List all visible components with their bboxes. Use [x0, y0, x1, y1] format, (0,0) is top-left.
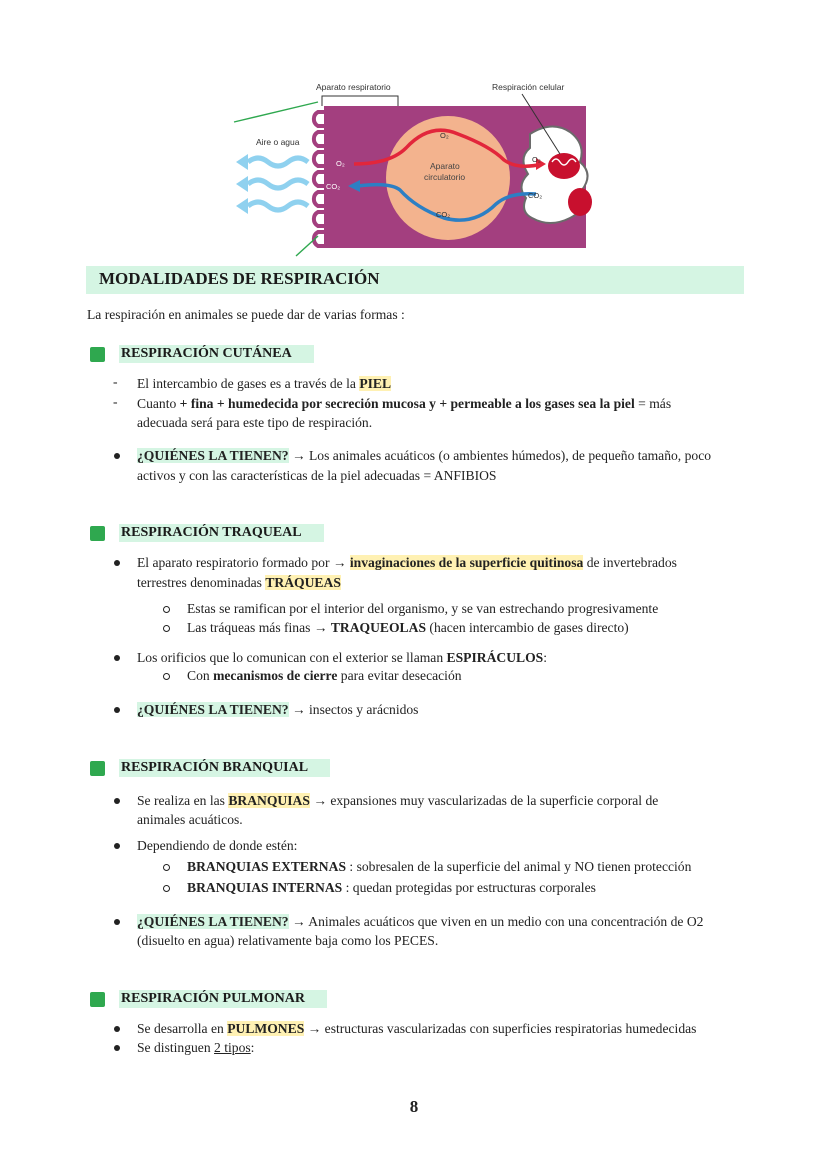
branquial-quienes: ¿QUIÉNES LA TIENEN? → Animales acuáticos que viven en un medio con una concentración de O2	[137, 914, 704, 929]
label-aire-agua: Aire o agua	[256, 137, 300, 147]
heading-traqueal	[90, 523, 324, 543]
dash-bullet: -	[113, 394, 118, 409]
circle-bullet	[163, 864, 170, 871]
bullet-dot	[114, 843, 120, 849]
green-square-icon	[90, 526, 105, 541]
bullet-dot	[114, 453, 120, 459]
label-aparato-respiratorio: Aparato respiratorio	[316, 82, 391, 92]
respiration-diagram	[230, 78, 596, 260]
circle-bullet	[163, 625, 170, 632]
label-respiracion-celular: Respiración celular	[492, 82, 565, 92]
bullet-dot	[114, 1045, 120, 1051]
bullet-dot	[114, 707, 120, 713]
circle-bullet	[163, 673, 170, 680]
traqueal-sub-1: Estas se ramifican por el interior del organismo, y se van estrechando progresivamente	[187, 601, 659, 616]
heading-branquial-label: RESPIRACIÓN BRANQUIAL	[119, 759, 330, 777]
heading-pulmonar	[90, 989, 327, 1009]
label-co2-bottom: CO₂	[436, 210, 451, 219]
cutanea-quienes-cont: activos y con las características de la piel adecuadas = ANFIBIOS	[137, 468, 497, 483]
traqueal-item-1-cont: terrestres denominadas TRÁQUEAS	[137, 575, 341, 590]
cutanea-item-2-cont: adecuada será para este tipo de respiración.	[137, 415, 373, 430]
label-co2-left: CO₂	[326, 182, 341, 191]
branquial-item-2: Dependiendo de donde estén:	[137, 838, 298, 853]
cutanea-item-2: Cuanto + fina + humedecida por secreción mucosa y + permeable a los gases sea la piel = más	[137, 396, 672, 411]
page-number: 8	[409, 1097, 419, 1116]
branquial-sub-1: BRANQUIAS EXTERNAS : sobresalen de la superficie del animal y NO tienen protección	[187, 859, 692, 874]
bullet-dot	[114, 560, 120, 566]
traqueal-item-2: Los orificios que lo comunican con el exterior se llaman ESPIRÁCULOS:	[137, 650, 548, 665]
heading-pulmonar-label: RESPIRACIÓN PULMONAR	[119, 990, 327, 1008]
bullet-dot	[114, 798, 120, 804]
intro-text: La respiración en animales se puede dar de varias formas :	[87, 307, 405, 322]
cutanea-item-1: El intercambio de gases es a través de la PIEL	[137, 376, 392, 391]
bullet-dot	[114, 655, 120, 661]
branquial-item-1-cont: animales acuáticos.	[137, 812, 243, 827]
heading-traqueal-label: RESPIRACIÓN TRAQUEAL	[119, 524, 324, 542]
section-title-bar	[86, 266, 744, 294]
mitochondrion-shape	[548, 153, 580, 179]
cutanea-quienes: ¿QUIÉNES LA TIENEN? → Los animales acuáticos (o ambientes húmedos), de pequeño tamaño, poco	[137, 448, 712, 463]
traqueal-sub-2: Las tráqueas más finas → TRAQUEOLAS (hacen intercambio de gases directo)	[187, 620, 629, 635]
heading-cutanea	[90, 344, 314, 364]
pulmonar-item-2: Se distinguen 2 tipos:	[137, 1040, 255, 1055]
traqueal-sub-3: Con mecanismos de cierre para evitar desecación	[187, 668, 462, 683]
traqueal-quienes: ¿QUIÉNES LA TIENEN? → insectos y arácnidos	[137, 702, 419, 717]
branquial-quienes-cont: (disuelto en agua) relativamente baja como los PECES.	[137, 933, 439, 948]
label-co2-cell: CO₂	[528, 191, 543, 200]
section-title: MODALIDADES DE RESPIRACIÓN	[99, 269, 380, 288]
green-square-icon	[90, 761, 105, 776]
green-square-icon	[90, 347, 105, 362]
traqueal-item-1: El aparato respiratorio formado por → invaginaciones de la superficie quitinosa de invertebrados	[137, 555, 677, 570]
label-o2-cell: O₂	[532, 155, 541, 164]
branquial-item-1: Se realiza en las BRANQUIAS → expansiones muy vascularizadas de la superficie corporal de	[137, 793, 659, 808]
bullet-dot	[114, 919, 120, 925]
heading-branquial	[90, 758, 330, 778]
green-square-icon	[90, 992, 105, 1007]
label-o2-top: O₂	[440, 131, 449, 140]
pulmonar-item-1: Se desarrolla en PULMONES → estructuras vascularizadas con superficies respiratorias humedecidas	[137, 1021, 697, 1036]
label-circulatorio: circulatorio	[424, 172, 466, 182]
circle-bullet	[163, 885, 170, 892]
circle-bullet	[163, 606, 170, 613]
label-o2-left: O₂	[336, 159, 345, 168]
heading-cutanea-label: RESPIRACIÓN CUTÁNEA	[119, 345, 314, 363]
bullet-dot	[114, 1026, 120, 1032]
dash-bullet: -	[113, 374, 118, 389]
gill-folds	[314, 112, 324, 246]
branquial-sub-2: BRANQUIAS INTERNAS : quedan protegidas por estructuras corporales	[187, 880, 596, 895]
label-aparato: Aparato	[430, 161, 460, 171]
